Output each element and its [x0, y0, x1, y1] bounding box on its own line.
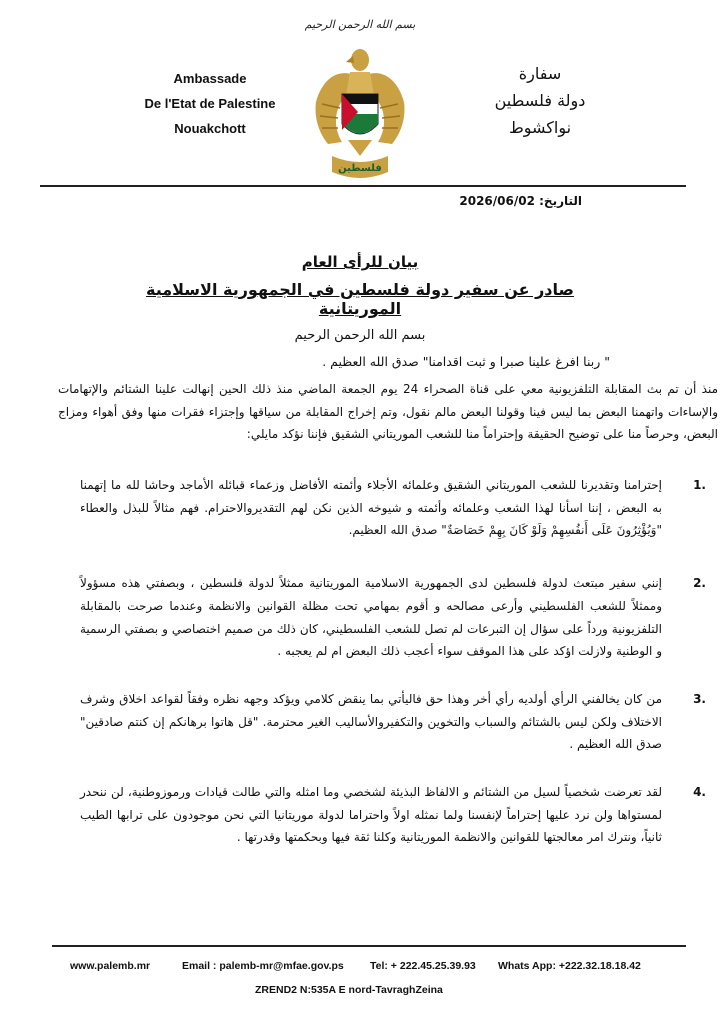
list-item [80, 781, 706, 849]
item-text: من كان يخالفني الرأي أولديه رأي أخر وهذا حق فاليأتي بما ينقض كلامي ويؤكد وجهه نظره وفقاً لقواعد اخلاق وشرف الاختلاف ولكن ليس بالشتائم والسباب والتخوين والتكفيروالأساليب الغير محترمة. "قل هاتوا برهانكم إن كنتم صادقين" صدق الله العظيم . [80, 692, 662, 751]
intro-paragraph: منذ أن تم بث المقابلة التلفزيونية معي على قناة الصحراء 24 يوم الجمعة الماضي منذ ذلك الحين إنهالت علينا الشتائم والإتهامات والإساءات واتهمنا البعض بما ليس فينا وقولنا البعض مالم نقول، وتم إخراج المقابلة من سياقها وإجتزاء فقرات منها وفق أهواء ومزاج البعض، وحرصاً منا على توضيح الحقيقة وإحتراماً منا للشعب الموريتاني الشقيق فإننا نؤكد مايلي: [58, 382, 719, 441]
footer-email-link[interactable]: Email : palemb-mr@mfae.gov.ps [182, 960, 344, 972]
header-fr-line3: Nouakchott [174, 121, 246, 136]
header-fr-line1: Ambassade [173, 71, 247, 86]
item-number: 1. [693, 478, 706, 492]
header-french-block [120, 66, 300, 141]
item-number: 3. [693, 692, 706, 706]
document-date: التاريخ: 2026/06/02 [459, 194, 582, 208]
header-fr-line2: De l'Etat de Palestine [144, 96, 276, 111]
item-text: لقد تعرضت شخصياً لسيل من الشتائم و الالفاظ البذيئة لشخصي وما امثله والتي طالت قيادات ورموزوطنية، لن ننحدر لمستواها ولن نرد عليها إحتراماً لإنفسنا ولما نمثله اولاً واحتراما لدولة موريتانيا التي نحن موجودون على ترابها الطيب ثانياً، ونترك امر معالجتها للقوانين والانظمة الموريتانية وكلنا ثقة فيها وبحكمتها وقدرتها . [80, 785, 662, 844]
basmala-line: بسم الله الرحمن الرحيم [294, 328, 426, 343]
list-item [80, 572, 706, 663]
item-text: إحترامنا وتقديرنا للشعب الموريتاني الشقيق وعلمائه الأجلاء وأئمته الأفاضل وزعماء قبائله الأماجد وحاشا لله ما إتهمنا به البعض ، إننا اسأنا لهذا الشعب وعلمائه وأئمته و شيوخه الذين نكن لهم التقديروالاحترام. فهم مثالاً للبذل والعطاء "وَيُؤْثِرُونَ عَلَى أَنفُسِهِمْ وَلَوْ كَانَ بِهِمْ خَصَاصَةٌ" صدق الله العظيم. [80, 478, 662, 537]
header-ar-line1: سفارة [518, 64, 562, 83]
header-divider [40, 185, 686, 187]
footer-phone: Tel: + 222.45.25.39.93 [370, 960, 476, 972]
list-item [80, 688, 706, 756]
header-ar-line2: دولة فلسطين [494, 91, 586, 110]
item-number: 2. [693, 576, 706, 590]
palestine-eagle-emblem-icon [308, 44, 412, 184]
footer-website-link[interactable]: www.palemb.mr [70, 960, 151, 972]
item-number: 4. [693, 785, 706, 799]
header-ar-line3: نواكشوط [508, 118, 572, 137]
statement-subtitle: صادر عن سفير دولة فلسطين في الجمهورية الاسلامية الموريتانية [146, 280, 574, 318]
footer-address: ZREND2 N:535A E nord-TavraghZeina [255, 984, 443, 996]
header-arabic-block [470, 60, 610, 141]
quran-quote: " ربنا افرغ علينا صبرا و ثبت اقدامنا" صدق الله العظيم . [322, 354, 610, 369]
footer-whatsapp: Whats App: +222.32.18.18.42 [498, 960, 641, 972]
emblem-label: فلسطين [338, 163, 382, 174]
item-text: إنني سفير مبتعث لدولة فلسطين لدى الجمهورية الاسلامية الموريتانية ممثلاً لدولة فلسطين ، وبصفتي هذه مسؤولاً وممثلاً للشعب الفلسطيني وأرعى مصالحه و أقوم بمهامي تحت مظلة القوانين والانظمة وعندما صرحت بالمقابلة التلفزيونية ورداً على سؤال إن التبرعات لم تصل للشعب الفلسطيني، كان ذلك من صميم اختصاصي و بصفتي الرسمية و الوطنية ولازلت اؤكد على هذا الموقف سواء أعجب ذلك البعض ام لم يعجبه . [80, 576, 662, 659]
statement-title: بيان للرأى العام [301, 253, 419, 271]
list-item [80, 474, 706, 542]
footer-divider [52, 945, 686, 947]
basmala-calligraphy: بسم الله الرحمن الرحيم [304, 18, 416, 31]
